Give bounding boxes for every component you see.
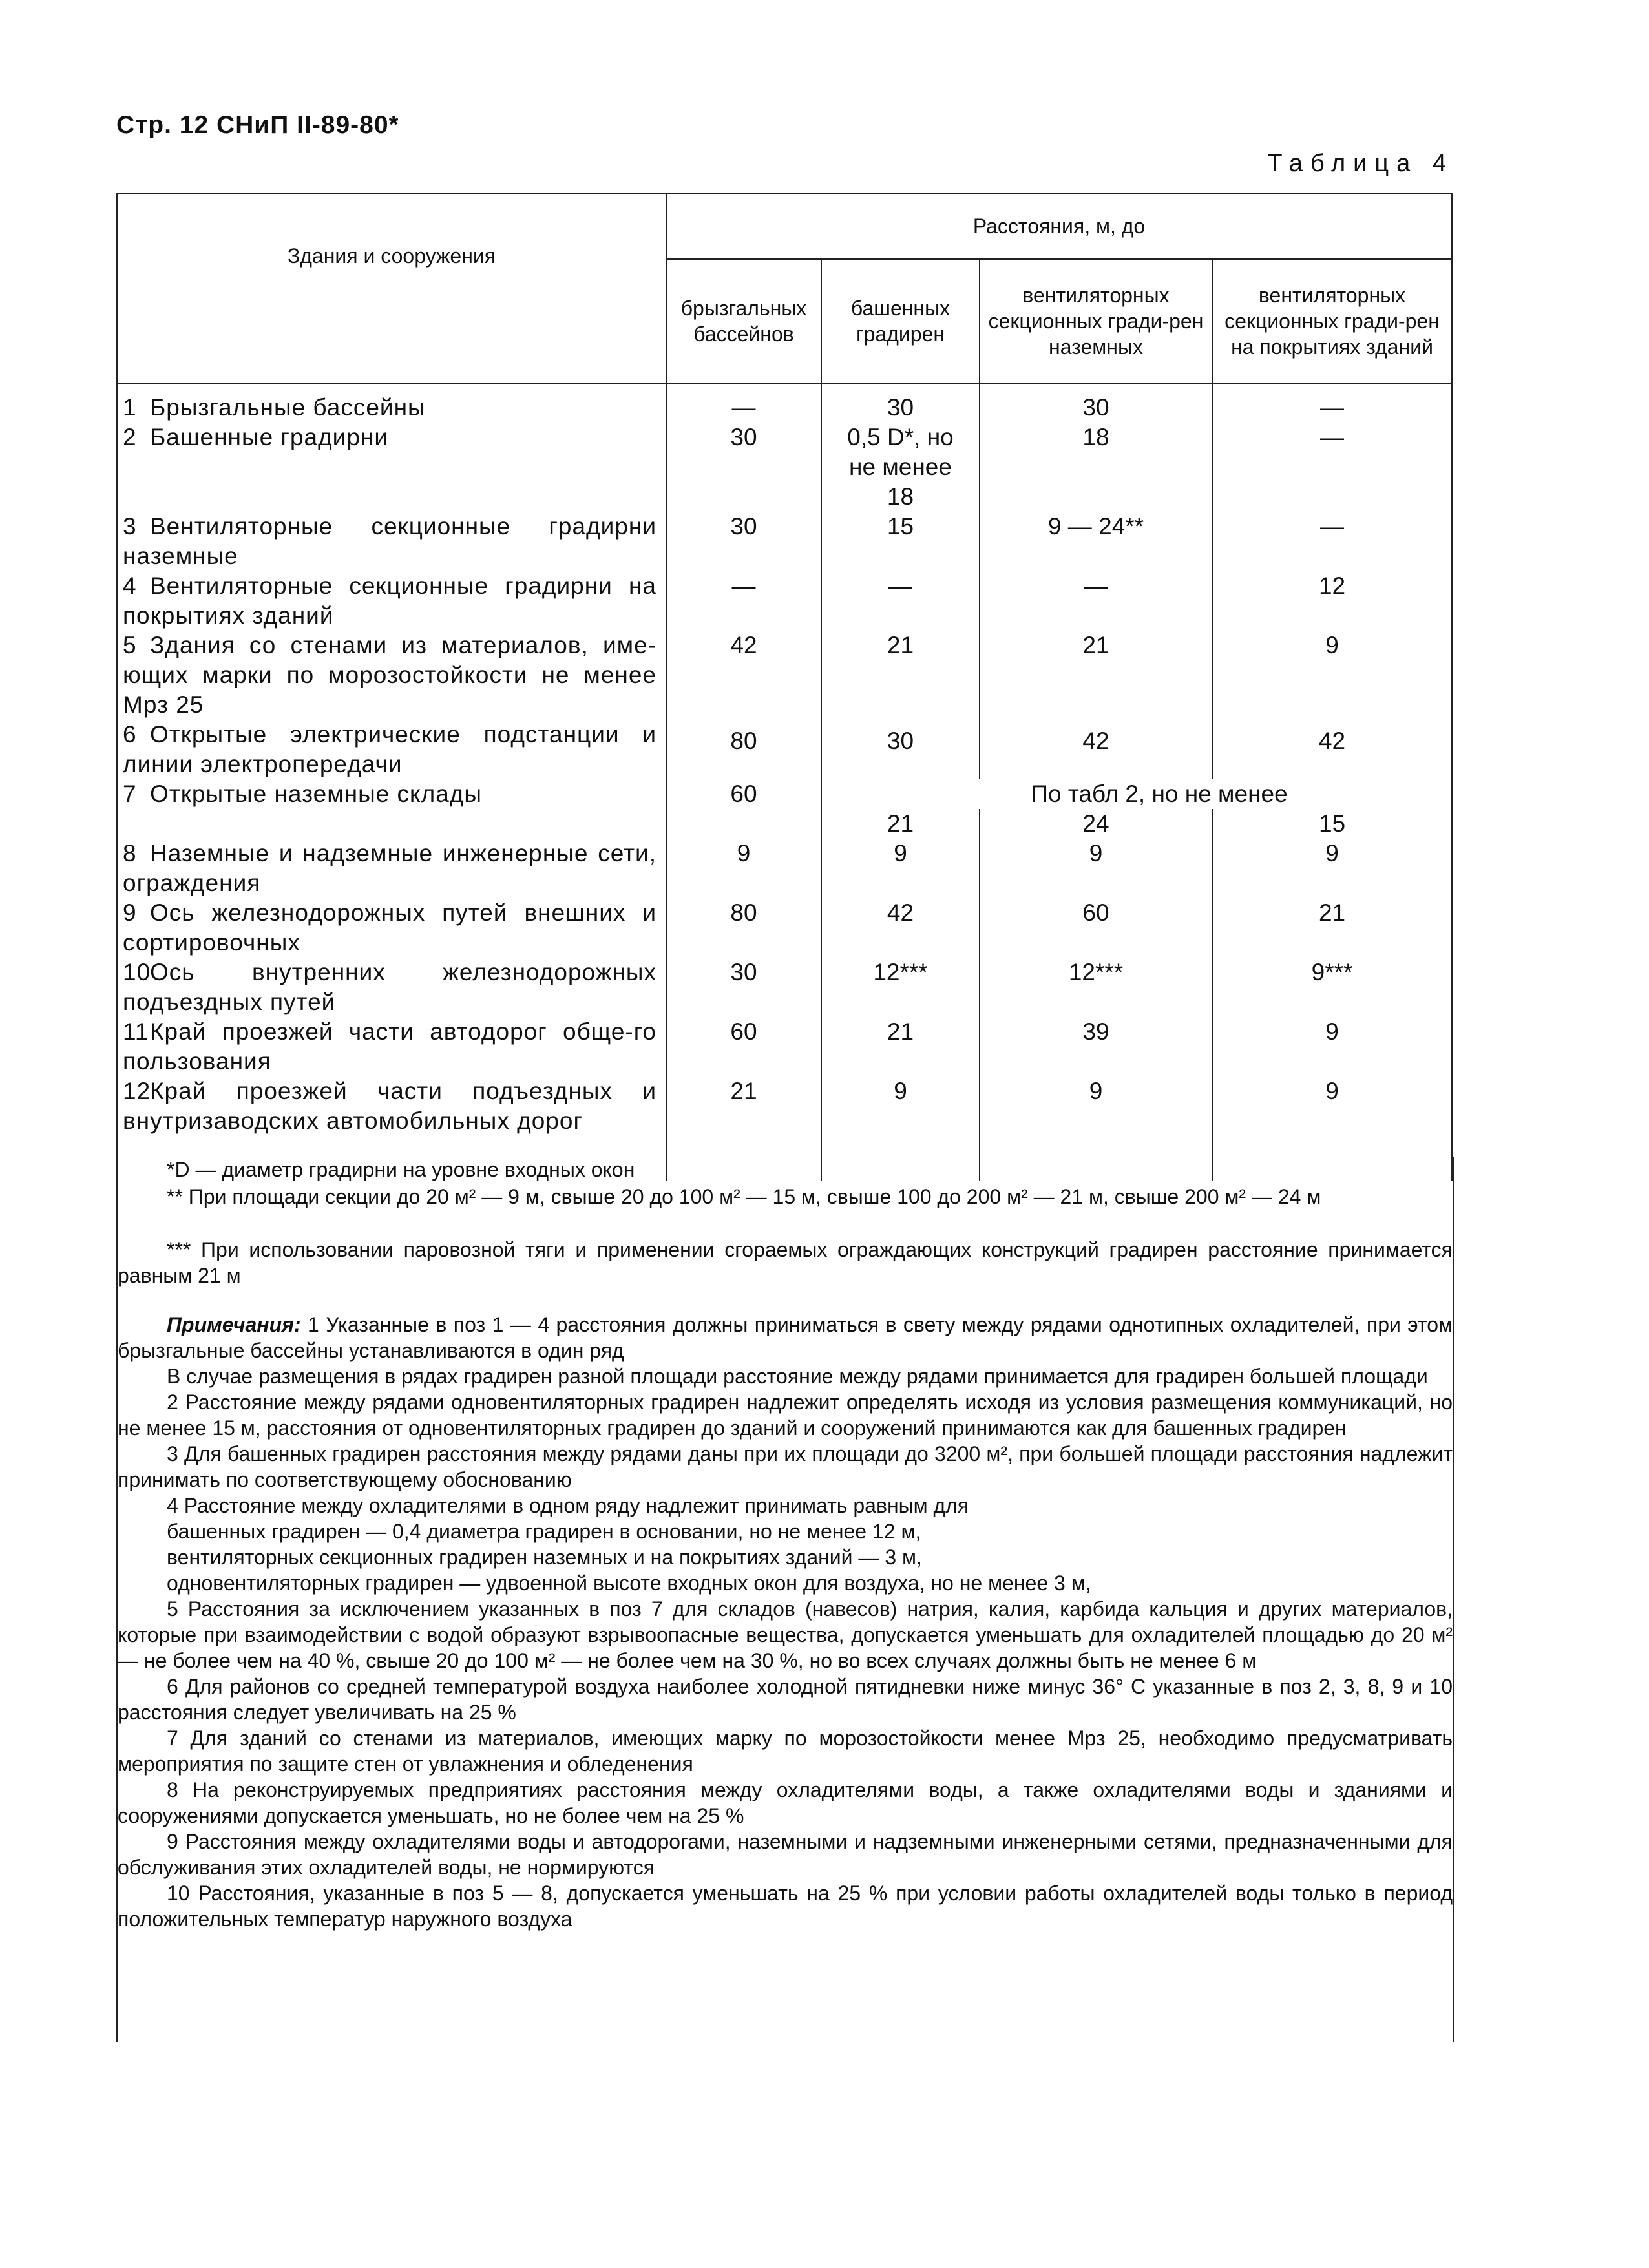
header-tower-coolers: башенных градирен	[821, 259, 980, 383]
row-number: 4	[123, 572, 137, 599]
table-cell: 42	[821, 898, 980, 958]
note-6: 6 Для районов со средней температурой воздуха наиболее холодной пятидневки ниже минус 36° С указанные в поз 2, 3, 8, 9 и 10 расстояния следует увеличивать на 25 %	[118, 1675, 1453, 1724]
table-cell: —	[980, 571, 1212, 631]
row-label: Брызгальные бассейны	[150, 394, 426, 421]
note-4: 4 Расстояние между охладителями в одном ряду надлежит принимать равным для	[167, 1494, 969, 1517]
row-label: Здания со стенами из материалов, име-ющих марки по морозостойкости не менее Мрз 25	[123, 632, 656, 718]
table-row	[117, 631, 1452, 720]
table-cell: 9	[980, 839, 1212, 898]
table-cell: 80	[666, 720, 821, 779]
table-cell: 39	[980, 1017, 1212, 1076]
row-number: 2	[123, 424, 137, 450]
table-cell: —	[666, 383, 821, 423]
table-cell: 21	[821, 809, 980, 839]
row-number: 8	[123, 840, 137, 866]
row-label: Край проезжей части подъездных и внутризаводских автомобильных дорог	[123, 1078, 656, 1134]
note-7: 7 Для зданий со стенами из материалов, имеющих марку по морозостойкости менее Мрз 25, необходимо предусматривать мероприятия по защите стен от увлажнения и обледенения	[118, 1727, 1453, 1776]
table-cell: 21	[666, 1076, 821, 1136]
table-cell: 21	[1212, 898, 1452, 958]
header-buildings: Здания и сооружения	[117, 193, 666, 383]
table-cell: 18	[980, 423, 1212, 512]
table-cell: 80	[666, 898, 821, 958]
table-cell: —	[1212, 423, 1452, 512]
table-cell: 30	[980, 383, 1212, 423]
table-cell: 30	[821, 720, 980, 779]
table-cell: 42	[1212, 720, 1452, 779]
footnote-3	[118, 1237, 1453, 1288]
table-cell: 60	[666, 779, 821, 839]
table-cell: 9	[1212, 839, 1452, 898]
note-10: 10 Расстояния, указанные в поз 5 — 8, допускается уменьшать на 25 % при условии работы охладителей воды только в период положительных температур наружного воздуха	[118, 1882, 1453, 1931]
table-cell: 42	[980, 720, 1212, 779]
note-8: 8 На реконструируемых предприятиях расстояния между охладителями воды, а также охладителями воды и зданиями и сооружениями допускается уменьшать, но не более чем на 25 %	[118, 1778, 1453, 1827]
row-number: 1	[123, 394, 137, 421]
table-cell: 30	[821, 383, 980, 423]
table-row	[117, 958, 1452, 1017]
table-cell: 30	[666, 512, 821, 571]
header-fan-ground: вентиляторных секционных гради-рен наземных	[980, 259, 1212, 383]
footnote-1	[118, 1157, 1453, 1182]
row-number: 11	[123, 1018, 149, 1045]
footnote-text: *D — диаметр градирни на уровне входных окон	[167, 1158, 635, 1181]
table-row	[117, 512, 1452, 571]
table-row	[117, 720, 1452, 779]
row-label: Вентиляторные секционные градирни наземные	[123, 513, 656, 569]
table-cell: 60	[980, 898, 1212, 958]
table-cell: 9 — 24**	[980, 512, 1212, 571]
table-cell: 12	[1212, 571, 1452, 631]
note-4c: одновентиляторных градирен — удвоенной высоте входных окон для воздуха, но не менее 3 м,	[167, 1571, 1091, 1595]
table-row	[117, 571, 1452, 631]
table-row	[117, 1076, 1452, 1136]
table-cell: 9***	[1212, 958, 1452, 1017]
row-number: 7	[123, 781, 137, 807]
row-label: Открытые электрические подстанции и линии электропередачи	[123, 721, 656, 777]
table-row	[117, 898, 1452, 958]
table-cell: 21	[980, 631, 1212, 720]
table-cell: —	[821, 571, 980, 631]
table-cell: 9	[821, 839, 980, 898]
table-cell: 12***	[821, 958, 980, 1017]
table-row	[117, 1017, 1452, 1076]
distance-table	[116, 193, 1453, 1181]
footnote-2	[118, 1184, 1453, 1210]
row-label: Ось внутренних железнодорожных подъездных путей	[123, 959, 656, 1015]
row-number: 9	[123, 899, 137, 926]
note-9: 9 Расстояния между охладителями воды и автодорогами, наземными и надземными инженерными сетями, предназначенными для обслуживания этих охладителей воды, не нормируются	[118, 1830, 1453, 1879]
table-cell: 9	[1212, 631, 1452, 720]
table-cell: 9	[1212, 1076, 1452, 1136]
table-row	[117, 839, 1452, 898]
row-label: Край проезжей части автодорог обще-го пользования	[123, 1018, 656, 1075]
table-cell: 24	[980, 809, 1212, 839]
row-number: 5	[123, 632, 137, 658]
note-2: 2 Расстояние между рядами одновентиляторных градирен надлежит определять исходя из условия размещения коммуникаций, но не менее 15 м, расстояния от одновентиляторных градирен до зданий и сооружений принимаются как для башенных градирен	[118, 1391, 1453, 1440]
note-1b: В случае размещения в рядах градирен разной площади расстояние между рядами принимается для градирен большей площади	[167, 1365, 1428, 1388]
table-cell: 9	[980, 1076, 1212, 1136]
row-label: Башенные градирни	[150, 424, 389, 450]
table-cell: —	[1212, 383, 1452, 423]
table-cell: 12***	[980, 958, 1212, 1017]
table-cell: 42	[666, 631, 821, 720]
note-4b: вентиляторных секционных градирен наземных и на покрытиях зданий — 3 м,	[167, 1546, 922, 1569]
table-cell: 9	[1212, 1017, 1452, 1076]
header-distances: Расстояния, м, до	[666, 193, 1452, 259]
table-cell: 30	[666, 958, 821, 1017]
table-cell: 0,5 D*, но не менее 18	[821, 423, 980, 512]
table-cell: 30	[666, 423, 821, 512]
row-label: Открытые наземные склады	[150, 781, 482, 807]
page-header: Стр. 12 СНиП II-89-80*	[116, 111, 399, 139]
table-cell: 21	[821, 1017, 980, 1076]
row-number: 10	[123, 959, 151, 985]
table-label: Таблица 4	[1267, 150, 1454, 177]
note-4a: башенных градирен — 0,4 диаметра градирен в основании, но не менее 12 м,	[167, 1520, 921, 1543]
row-label: Наземные и надземные инженерные сети, ограждения	[123, 840, 656, 896]
row-label: Ось железнодорожных путей внешних и сортировочных	[123, 899, 656, 956]
header-spray-pools: брызгальных бассейнов	[666, 259, 821, 383]
notes-title: Примечания:	[167, 1313, 301, 1336]
table-cell: 9	[666, 839, 821, 898]
table-cell: 21	[821, 631, 980, 720]
table-cell: 15	[1212, 809, 1452, 839]
header-fan-roof: вентиляторных секционных гради-рен на покрытиях зданий	[1212, 259, 1452, 383]
footnotes-block	[116, 1157, 1454, 2042]
note-1: 1 Указанные в поз 1 — 4 расстояния должны приниматься в свету между рядами однотипных охладителей, при этом брызгальные бассейны устанавливаются в один ряд	[118, 1313, 1453, 1362]
row-number: 3	[123, 513, 137, 540]
notes-section	[118, 1312, 1453, 1932]
table-cell: —	[1212, 512, 1452, 571]
row-label: Вентиляторные секционные градирни на покрытиях зданий	[123, 572, 656, 629]
table-row	[117, 423, 1452, 512]
table-row	[117, 779, 1452, 809]
note-3: 3 Для башенных градирен расстояния между рядами даны при их площади до 3200 м², при большей площади расстояния надлежит принимать по соответствующему обоснованию	[118, 1442, 1453, 1491]
table-cell: 60	[666, 1017, 821, 1076]
note-5: 5 Расстояния за исключением указанных в поз 7 для складов (навесов) натрия, калия, карбида кальция и других материалов, которые при взаимодействии с водой образуют взрывоопасные вещества, допускается уменьшать для охладителей площадью до 20 м² — не более чем на 40 %, свыше 20 до 100 м² — не более чем на 30 %, но во всех случаях должны быть не менее 6 м	[118, 1597, 1453, 1672]
row-number: 12	[123, 1078, 151, 1104]
table-cell: —	[666, 571, 821, 631]
span-note: По табл 2, но не менее	[821, 779, 1452, 809]
table-row	[117, 383, 1452, 423]
row-number: 6	[123, 721, 137, 748]
table-cell: 15	[821, 512, 980, 571]
footnote-text: *** При использовании паровозной тяги и применении сгораемых ограждающих конструкций градирен расстояние принимается равным 21 м	[118, 1238, 1453, 1287]
footnote-text: ** При площади секции до 20 м² — 9 м, свыше 20 до 100 м² — 15 м, свыше 100 до 200 м² — 21 м, свыше 200 м² — 24 м	[167, 1185, 1321, 1208]
table-cell: 9	[821, 1076, 980, 1136]
